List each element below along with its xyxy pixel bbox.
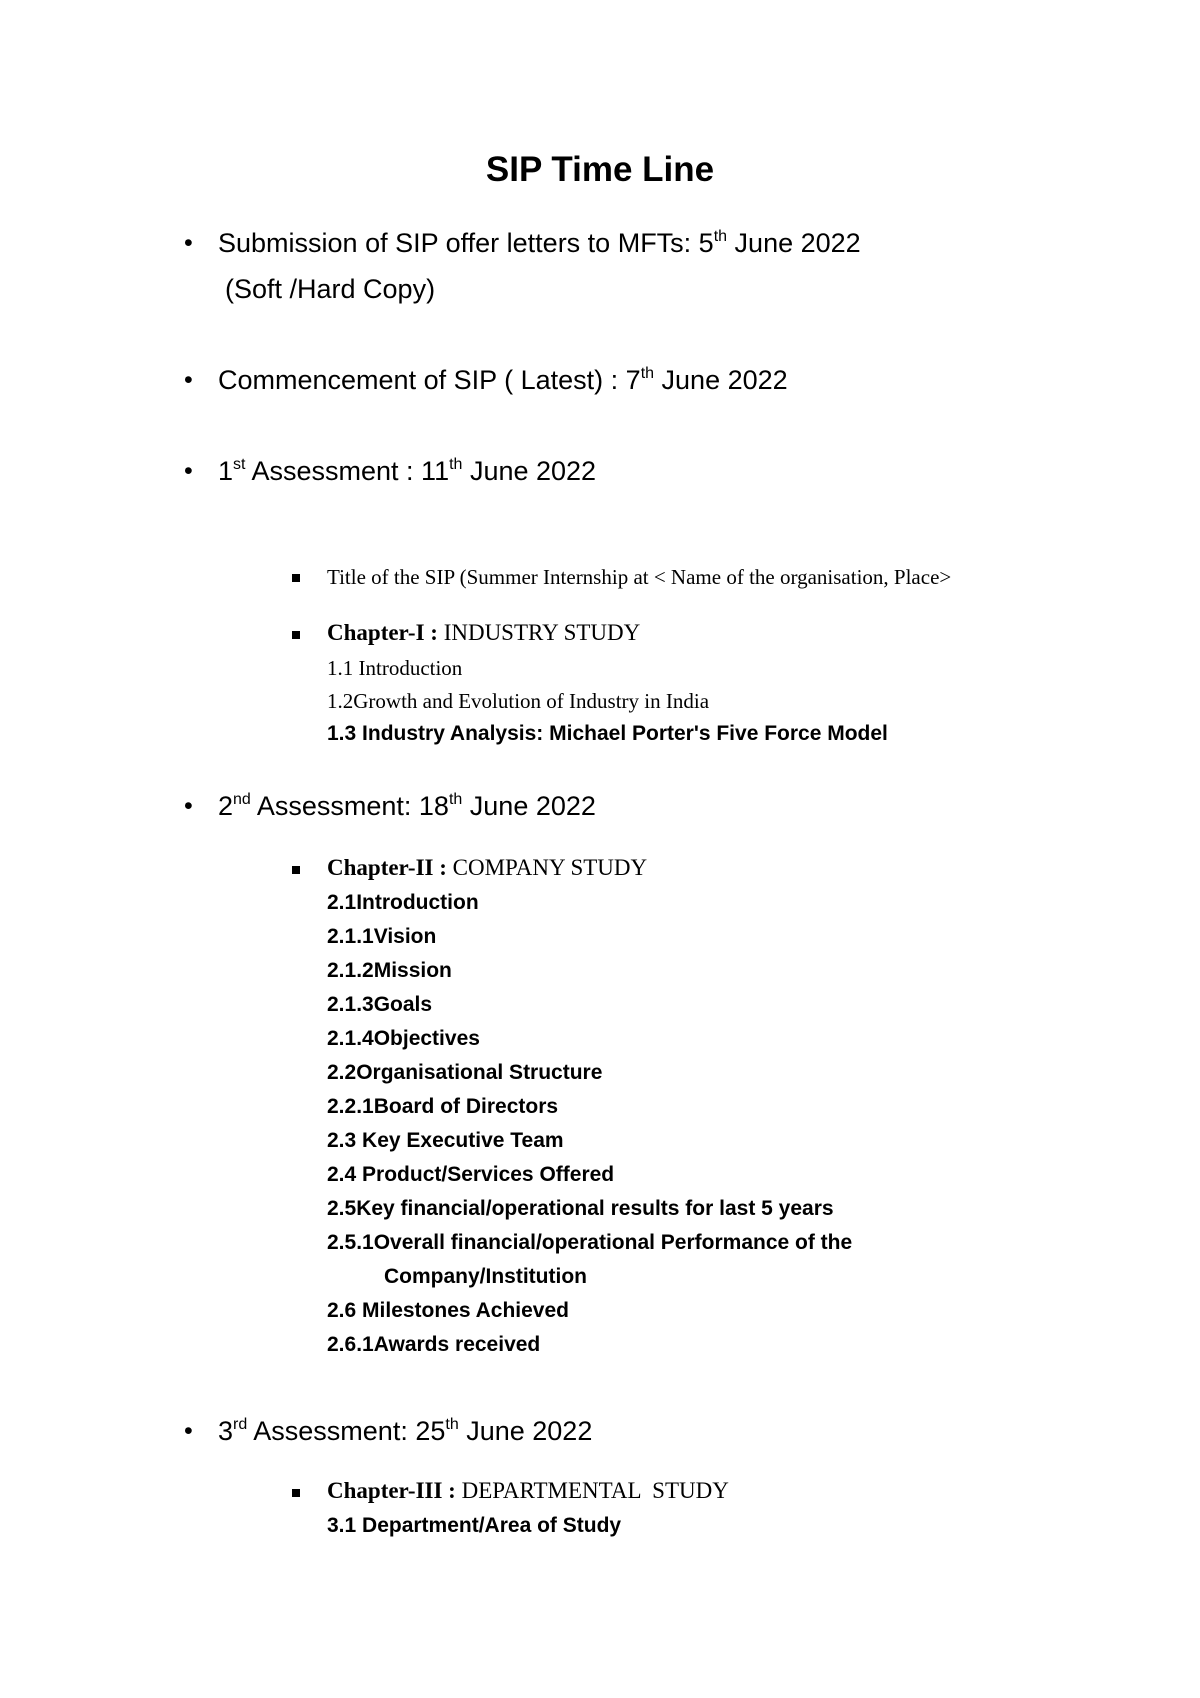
bullet-icon: •	[184, 457, 193, 485]
list-item: 1.3 Industry Analysis: Michael Porter's Five Force Model	[327, 722, 888, 745]
list-item: 2.3 Key Executive Team	[327, 1129, 564, 1152]
list-item: 2.1.4Objectives	[327, 1027, 480, 1050]
list-item: 2.6.1Awards received	[327, 1333, 541, 1356]
square-bullet-icon	[292, 631, 300, 639]
list-item: 2.6 Milestones Achieved	[327, 1299, 569, 1322]
list-item: 2.1.1Vision	[327, 925, 437, 948]
chapter-2-heading: Chapter-II : COMPANY STUDY	[327, 855, 648, 880]
list-item: 3.1 Department/Area of Study	[327, 1514, 622, 1537]
bullet-icon: •	[184, 229, 193, 257]
list-item: 2.5Key financial/operational results for last 5 years	[327, 1197, 834, 1220]
chapter-3-heading: Chapter-III : DEPARTMENTAL STUDY	[327, 1478, 729, 1503]
bullet-icon: •	[184, 792, 193, 820]
square-bullet-icon	[292, 1489, 300, 1497]
list-item: 2.2Organisational Structure	[327, 1061, 603, 1084]
list-item: 2.1Introduction	[327, 891, 479, 914]
sip-title-item: Title of the SIP (Summer Internship at < Name of the organisation, Place>	[327, 565, 952, 589]
timeline-item-commencement: Commencement of SIP ( Latest) : 7th June 2022	[218, 365, 788, 395]
list-item: 2.1.2Mission	[327, 959, 452, 982]
timeline-item-submission: Submission of SIP offer letters to MFTs: 5th June 2022	[218, 228, 861, 258]
list-item: 2.4 Product/Services Offered	[327, 1163, 615, 1186]
list-item: 2.1.3Goals	[327, 993, 433, 1016]
timeline-item-assessment-3: 3rd Assessment: 25th June 2022	[218, 1416, 593, 1446]
list-item: 2.2.1Board of Directors	[327, 1095, 559, 1118]
page-title: SIP Time Line	[485, 150, 715, 189]
list-item: 2.5.1Overall financial/operational Performance of the	[327, 1231, 853, 1254]
bullet-icon: •	[184, 1417, 193, 1445]
timeline-item-assessment-2: 2nd Assessment: 18th June 2022	[218, 791, 596, 821]
list-item: Company/Institution	[384, 1265, 587, 1288]
square-bullet-icon	[292, 574, 300, 582]
chapter-1-heading: Chapter-I : INDUSTRY STUDY	[327, 620, 641, 645]
list-item: 1.2Growth and Evolution of Industry in India	[327, 689, 710, 713]
list-item: 1.1 Introduction	[327, 656, 463, 680]
timeline-item-assessment-1: 1st Assessment : 11th June 2022	[218, 456, 597, 486]
square-bullet-icon	[292, 866, 300, 874]
bullet-icon: •	[184, 366, 193, 394]
timeline-item-submission-note: (Soft /Hard Copy)	[225, 274, 436, 304]
